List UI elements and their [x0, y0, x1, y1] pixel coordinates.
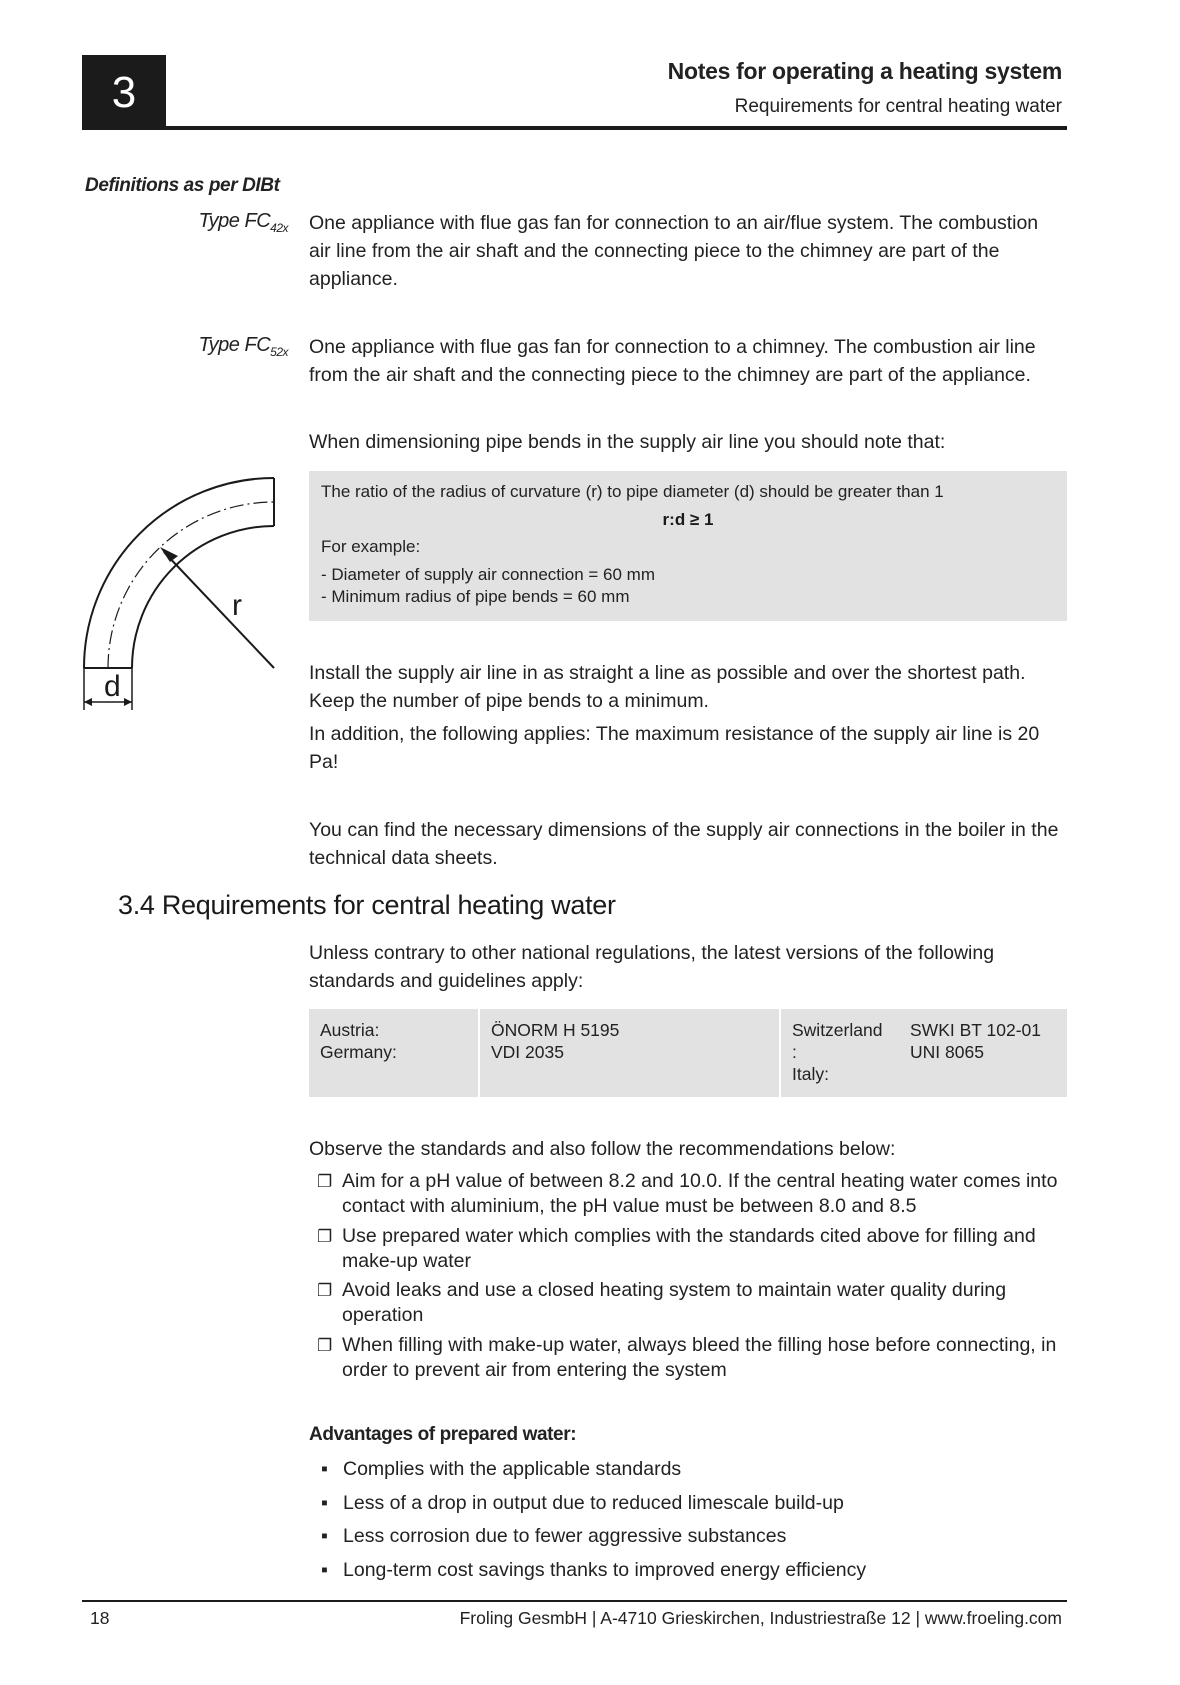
checkbox-bullet-icon: ❐: [317, 1336, 333, 1355]
advantage-item: ▪ Complies with the applicable standards: [321, 1458, 682, 1480]
example-diameter: - Diameter of supply air connection = 60 mm: [321, 565, 656, 584]
recommendation-item: ❐ When filling with make-up water, always bleed the filling hose before connecting, in order to prevent air from entering the system: [317, 1334, 1057, 1381]
standards-country-col-2: [781, 1009, 899, 1097]
country-germany: Germany:: [320, 1042, 397, 1062]
checkbox-bullet-icon: ❐: [317, 1227, 333, 1246]
footer-divider: [82, 1600, 1067, 1602]
recommendation-item: ❐ Aim for a pH value of between 8.2 and 10.0. If the central heating water comes into contact with aluminium, the pH value must be between 8.0 and 8.5: [317, 1170, 1058, 1217]
advantage-item: ▪ Long-term cost savings thanks to improved energy efficiency: [321, 1559, 867, 1581]
example-radius: - Minimum radius of pipe bends = 60 mm: [321, 587, 630, 606]
ratio-note-box: [309, 471, 1067, 621]
standards-norm-col-2: [899, 1009, 1067, 1097]
norm-austria: ÖNORM H 5195: [491, 1020, 620, 1040]
checkbox-bullet-icon: ❐: [317, 1172, 333, 1191]
norm-italy: UNI 8065: [910, 1042, 984, 1062]
advantage-item: ▪ Less of a drop in output due to reduced limescale build-up: [321, 1492, 844, 1514]
radius-label: r: [232, 589, 242, 622]
observe-paragraph: Observe the standards and also follow the recommendations below:: [309, 1138, 896, 1160]
type-fc52x-label: Type $FC_{52x}$: [198, 334, 288, 359]
advantages-heading: Advantages of prepared water:: [309, 1424, 577, 1445]
square-bullet-icon: ▪: [321, 1559, 328, 1581]
definitions-heading: Definitions as per DIBt: [85, 175, 280, 196]
advantage-item: ▪ Less corrosion due to fewer aggressive substances: [321, 1525, 787, 1547]
recommendation-item: ❐ Avoid leaks and use a closed heating system to maintain water quality during operation: [317, 1279, 1007, 1326]
pipe-bends-intro: When dimensioning pipe bends in the supply air line you should note that:: [309, 431, 946, 453]
chapter-number: 3: [111, 67, 137, 117]
pipe-bend-diagram: [82, 470, 282, 715]
standards-norm-col-1: [480, 1009, 779, 1097]
section-heading: 3.4 Requirements for central heating water: [118, 890, 616, 920]
type-fc42x-label: Type $FC_{42x}$: [198, 210, 288, 235]
norm-switzerland: SWKI BT 102-01: [910, 1020, 1041, 1040]
square-bullet-icon: ▪: [321, 1525, 328, 1547]
page-title: Notes for operating a heating system: [667, 58, 1062, 84]
page-number: 18: [90, 1608, 110, 1628]
country-austria: Austria:: [320, 1020, 380, 1040]
standards-table: [309, 1009, 1067, 1097]
chapter-number-box: [82, 55, 166, 130]
checkbox-bullet-icon: ❐: [317, 1281, 333, 1300]
type-fc52x-text: One appliance with flue gas fan for connection to a chimney. The combustion air line from the air shaft and the connecting piece to the chimney are part of the appliance.: [309, 336, 1036, 386]
country-switzerland-colon: :: [792, 1042, 797, 1062]
resistance-paragraph: In addition, the following applies: The maximum resistance of the supply air line is 20 Pa!: [309, 723, 1040, 773]
norm-germany: VDI 2035: [491, 1042, 564, 1062]
footer-company: Froling GesmbH | A-4710 Grieskirchen, Industriestraße 12 | www.froeling.com: [459, 1608, 1062, 1628]
example-label: For example:: [321, 537, 421, 556]
page-subtitle: Requirements for central heating water: [734, 96, 1062, 117]
ratio-note-line: The ratio of the radius of curvature (r) to pipe diameter (d) should be greater than 1: [321, 482, 944, 501]
square-bullet-icon: ▪: [321, 1458, 328, 1480]
standards-intro: Unless contrary to other national regulations, the latest versions of the following standards and guidelines apply:: [309, 942, 995, 992]
install-paragraph: Install the supply air line in as straight a line as possible and over the shortest path. Keep the number of pipe bends to a minimum.: [309, 662, 1026, 712]
header-divider: [82, 126, 1067, 130]
recommendation-item: ❐ Use prepared water which complies with the standards cited above for filling and make-up water: [317, 1225, 1036, 1272]
square-bullet-icon: ▪: [321, 1492, 328, 1514]
country-switzerland: Switzerland: [792, 1020, 883, 1040]
standards-country-col-1: [309, 1009, 478, 1097]
ratio-formula: r:d ≥ 1: [662, 510, 714, 529]
country-italy: Italy:: [792, 1064, 829, 1084]
dimensions-paragraph: You can find the necessary dimensions of the supply air connections in the boiler in the technical data sheets.: [309, 819, 1059, 869]
diameter-label: d: [104, 670, 121, 703]
type-fc42x-text: One appliance with flue gas fan for connection to an air/flue system. The combustion air line from the air shaft and the connecting piece to the chimney are part of the appliance.: [309, 212, 1039, 290]
